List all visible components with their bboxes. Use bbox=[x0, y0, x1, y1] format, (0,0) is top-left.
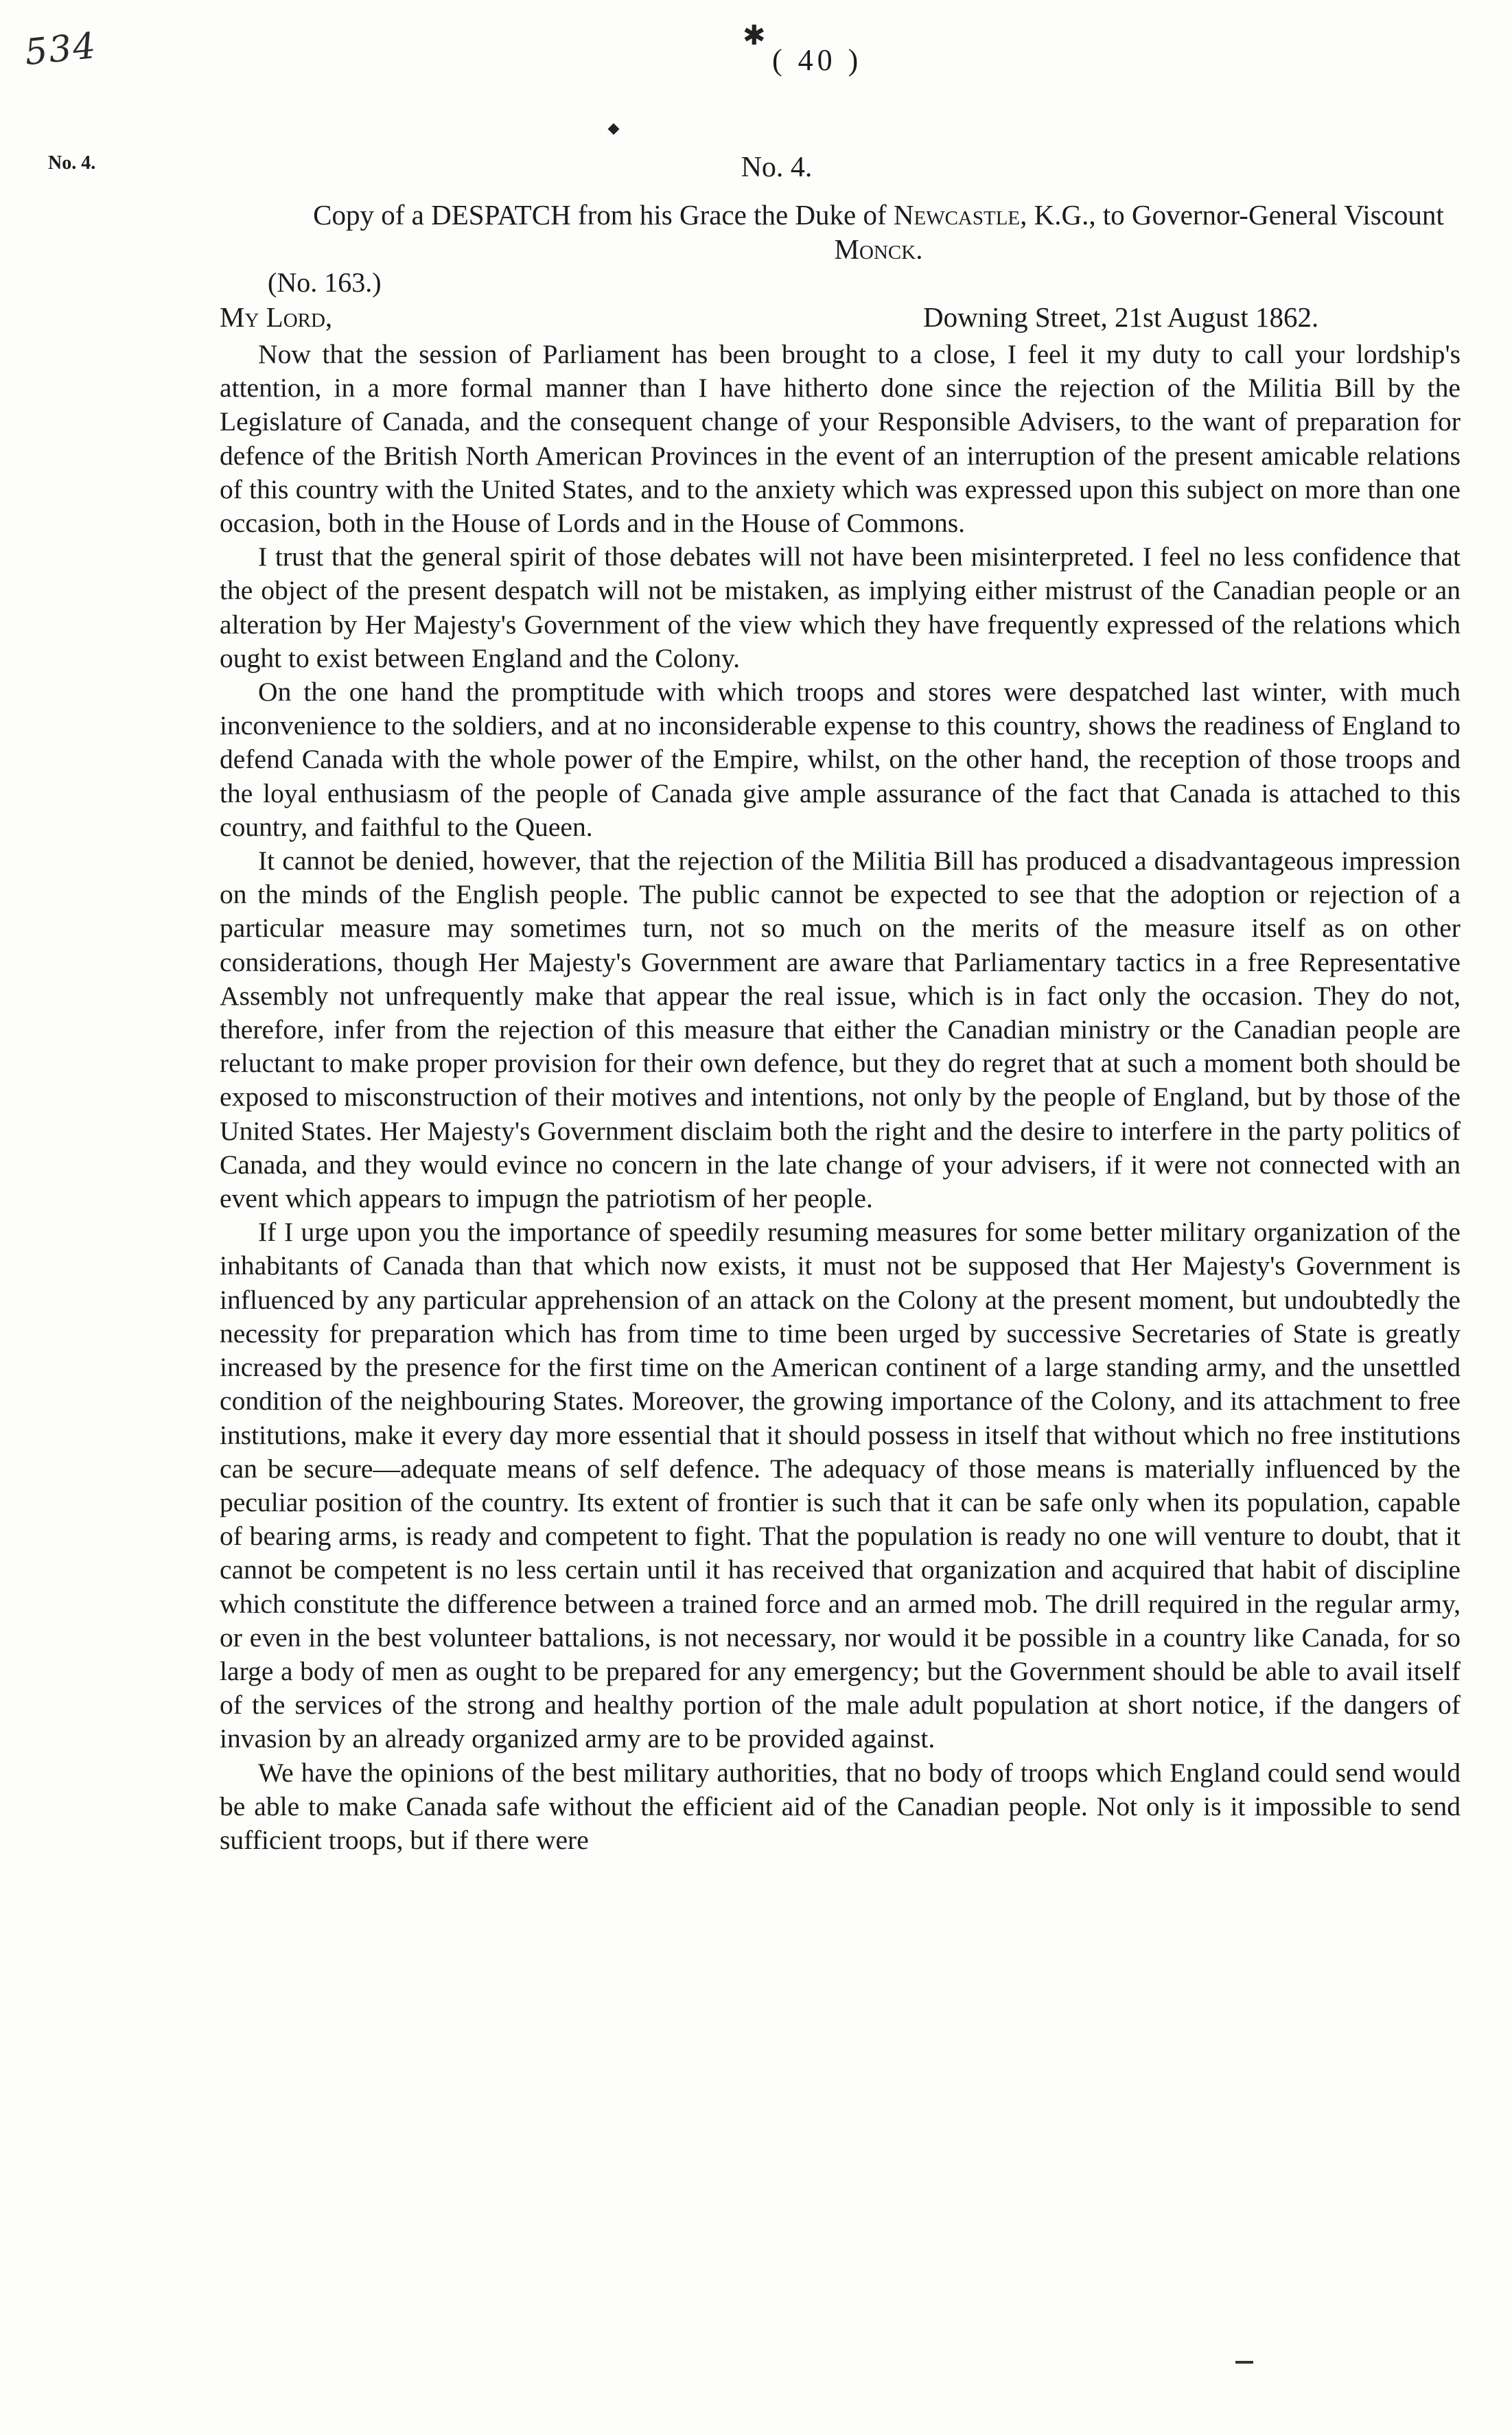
title-suffix: . bbox=[916, 233, 923, 265]
paragraph: We have the opinions of the best military authorities, that no body of troops which England could send would be able to make Canada safe without the efficient aid of the Canadian people. Not only is it impossible to send sufficient troops, but if there were bbox=[220, 1757, 1461, 1855]
document-number: No. 4. bbox=[741, 152, 813, 183]
title-sender: Newcastle bbox=[893, 199, 1021, 231]
asterisk-icon: ✱ bbox=[743, 20, 766, 51]
paragraph: I trust that the general spirit of those debates will not have been misinterpreted. I feel no less confidence that the object of the present despatch will not be mistaken, as implying either mistrust of the Canadian people or an alteration by Her Majesty's Government of the view which they have frequently expressed of the relations which ought to exist between England and the Colony. bbox=[220, 541, 1461, 673]
paragraph: If I urge upon you the importance of speedily resuming measures for some better military organization of the inhabitants of Canada than that which now exists, it must not be supposed that Her Majesty's Government is influenced by any particular apprehension of an attack on the Colony at the present moment, but undoubtedly the necessity for preparation which has from time to time been urged by successive Secretaries of State is greatly increased by the presence for the first time on the American continent of a large standing army, and the unsettled condition of the neighbouring States. Moreover, the growing importance of the Colony, and its attachment to free institutions, make it every day more essential that it should possess in itself that without which no free institutions can be secure—adequate means of self defence. The adequacy of those means is materially influenced by the peculiar position of the country. Its extent of frontier is such that it can be safe only when its population, capable of bearing arms, is ready and competent to fight. That the population is ready no one will venture to doubt, that it cannot be competent is no less certain until it has received that organization and acquired that habit of discipline which constitute the difference between a trained force and an armed mob. The drill required in the regular army, or even in the best volunteer battalions, is not necessary, nor would it be possible in a country like Canada, for so large a body of men as ought to be prepared for any emergency; but the Government should be able to avail itself of the services of the strong and healthy portion of the male adult population at short notice, if the dangers of invasion by an already organized army are to be provided against. bbox=[220, 1217, 1461, 1754]
page-number: ( 40 ) bbox=[772, 43, 863, 77]
title-recipient: Monck bbox=[834, 233, 916, 265]
diamond-mark-icon bbox=[608, 124, 620, 135]
dash-mark-icon bbox=[1235, 2361, 1253, 2364]
paragraph: Now that the session of Parliament has been brought to a close, I feel it my duty to call your lordship's attention, in a more formal manner than I have hitherto done since the rejection of the Militia Bill by the Legislature of Canada, and the consequent change of your Responsible Advisers, to the want of preparation for defence of the British North American Provinces in the event of an interruption of the present amicable relations of this country with the United States, and to the anxiety which was expressed upon this subject on more than one occasion, both in the House of Lords and in the House of Commons. bbox=[220, 339, 1461, 539]
despatch-body bbox=[220, 338, 1461, 1857]
paragraph: It cannot be denied, however, that the rejection of the Militia Bill has produced a disadvantageous impression on the minds of the English people. The public cannot be expected to see that the adoption or rejection of a particular measure may sometimes turn, not so much on the merits of the measure itself as on other considerations, though Her Majesty's Government are aware that Parliamentary tactics in a free Representative Assembly not unfrequently make that appear the real issue, which is in fact only the occasion. They do not, therefore, infer from the rejection of this measure that either the Canadian ministry or the Canadian people are reluctant to make proper provision for their own defence, but they do regret that at such a moment both should be exposed to misconstruction of their motives and intentions, not only by the people of England, but by those of the United States. Her Majesty's Government disclaim both the right and the desire to interfere in the party politics of Canada, and they would evince no concern in the late change of your advisers, if it were not connected with an event which appears to impugn the patriotism of her people. bbox=[220, 846, 1461, 1214]
salutation: My Lord, bbox=[220, 301, 333, 333]
date-line: Downing Street, 21st August 1862. bbox=[923, 301, 1319, 333]
despatch-title bbox=[302, 198, 1455, 266]
margin-note-number: No. 4. bbox=[48, 152, 96, 174]
paragraph: On the one hand the promptitude with which troops and stores were despatched last winter, with much inconvenience to the soldiers, and at no inconsiderable expense to this country, shows the readiness of England to defend Canada with the whole power of the Empire, whilst, on the other hand, the reception of those troops and the loyal enthusiasm of the people of Canada give ample assurance of the fact that Canada is attached to this country, and faithful to the Queen. bbox=[220, 677, 1461, 842]
title-prefix: Copy of a DESPATCH from his Grace the Duke of bbox=[313, 199, 894, 231]
despatch-reference: (No. 163.) bbox=[268, 267, 382, 298]
handwritten-archive-number: 534 bbox=[23, 25, 100, 74]
title-middle: , K.G., to Governor-General Viscount bbox=[1020, 199, 1444, 231]
